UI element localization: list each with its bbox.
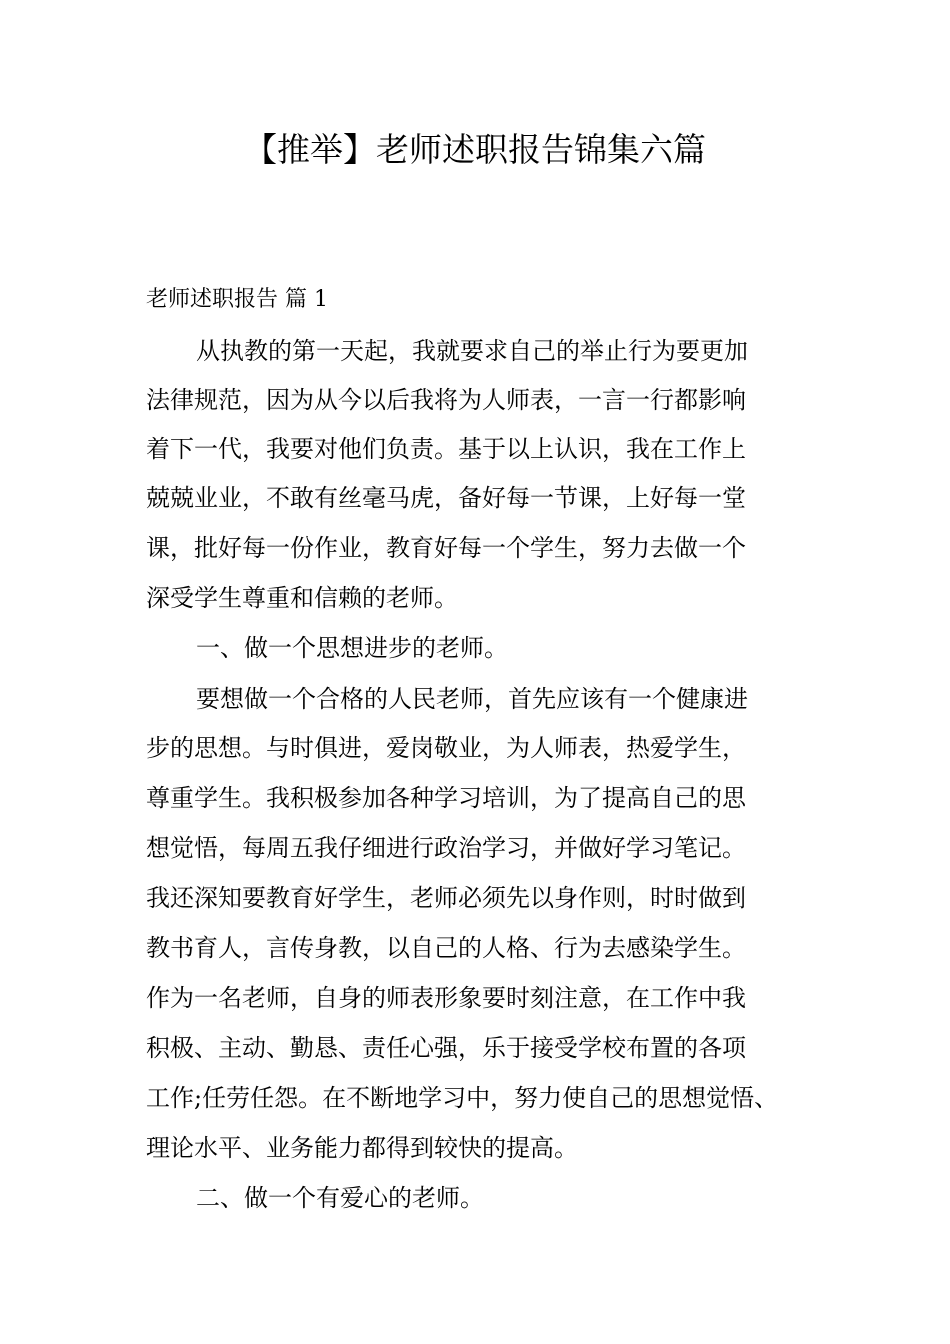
paragraph-line: 法律规范，因为从今以后我将为人师表，一言一行都影响 [146, 386, 746, 414]
paragraph-line: 想觉悟，每周五我仔细进行政治学习，并做好学习笔记。 [146, 834, 746, 862]
section-heading-2: 二、做一个有爱心的老师。 [196, 1184, 484, 1212]
section-heading: 老师述职报告 篇 1 [146, 287, 328, 312]
paragraph-line: 要想做一个合格的人民老师，首先应该有一个健康进 [196, 685, 748, 713]
paragraph-line: 课，批好每一份作业，教育好每一个学生，努力去做一个 [146, 534, 746, 562]
section-heading-1: 一、做一个思想进步的老师。 [196, 634, 508, 662]
paragraph-line: 从执教的第一天起，我就要求自己的举止行为要更加 [196, 337, 748, 365]
paragraph-line: 理论水平、业务能力都得到较快的提高。 [146, 1134, 578, 1162]
document-title: 【推举】老师述职报告锦集六篇 [244, 130, 706, 169]
paragraph-line: 尊重学生。我积极参加各种学习培训，为了提高自己的思 [146, 784, 746, 812]
paragraph-line: 我还深知要教育好学生，老师必须先以身作则，时时做到 [146, 884, 746, 912]
paragraph-line: 作为一名老师，自身的师表形象要时刻注意，在工作中我 [146, 984, 746, 1012]
paragraph-line: 着下一代，我要对他们负责。基于以上认识，我在工作上 [146, 435, 746, 463]
paragraph-line: 步的思想。与时俱进，爱岗敬业，为人师表，热爱学生， [146, 734, 746, 762]
paragraph-line: 积极、主动、勤恳、责任心强，乐于接受学校布置的各项 [146, 1034, 746, 1062]
paragraph-line: 教书育人，言传身教，以自己的人格、行为去感染学生。 [146, 934, 746, 962]
paragraph-line: 兢兢业业，不敢有丝毫马虎，备好每一节课，上好每一堂 [146, 484, 746, 512]
paragraph-line: 深受学生尊重和信赖的老师。 [146, 584, 458, 612]
paragraph-line: 工作;任劳任怨。在不断地学习中，努力使自己的思想觉悟、 [146, 1084, 779, 1112]
